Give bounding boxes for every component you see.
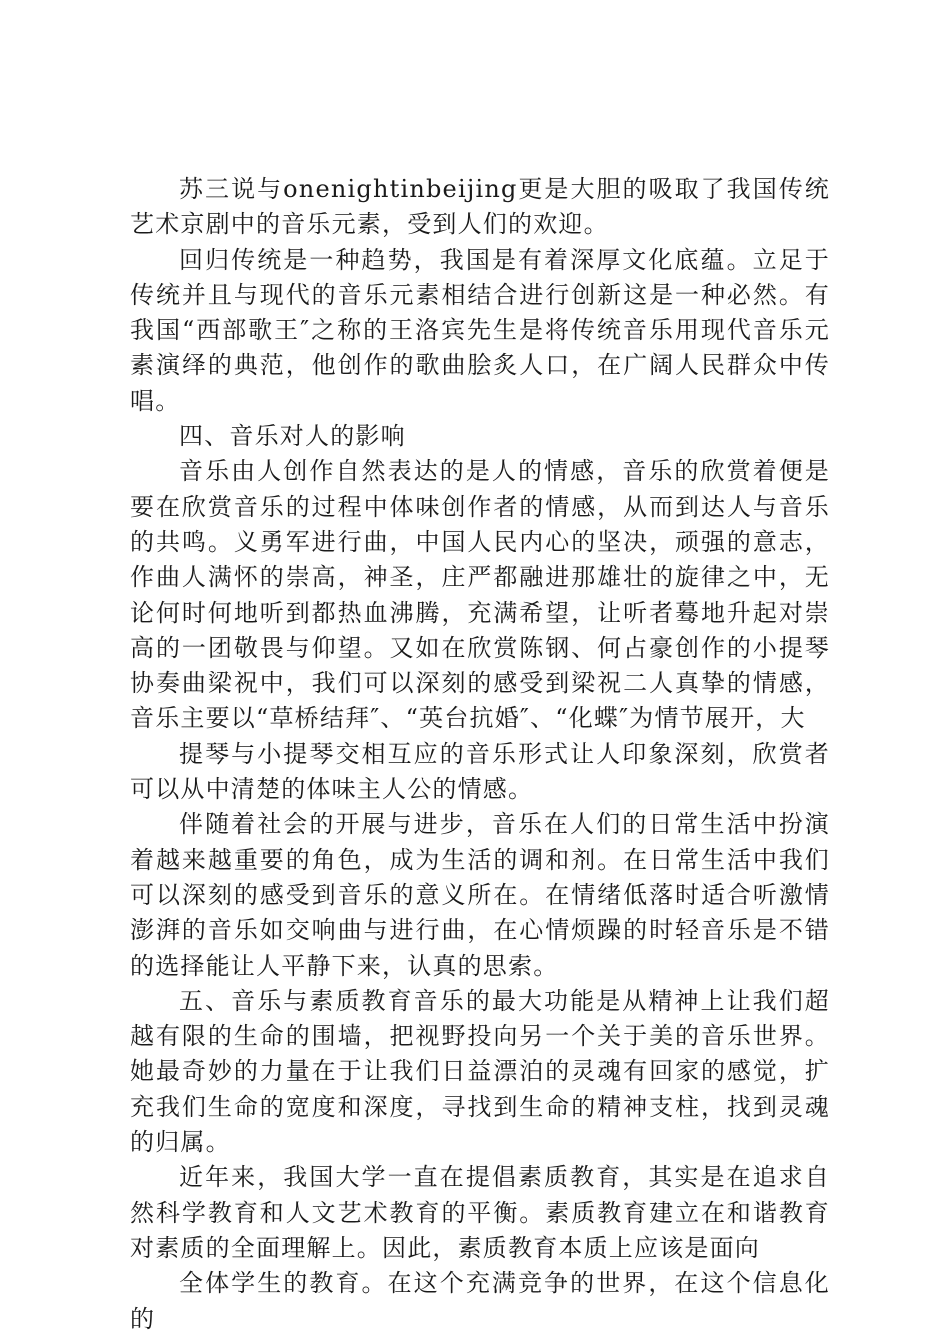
section-heading-4: 四、音乐对人的影响	[179, 422, 406, 451]
paragraph-8: 全体学生的教育。在这个充满竞争的世界，在这个信息化的	[130, 1269, 830, 1333]
document-body	[130, 172, 830, 1337]
paragraph-4: 提琴与小提琴交相互应的音乐形式让人印象深刻，欣赏者可以从中清楚的体味主人公的情感。	[130, 739, 830, 804]
paragraph-6: 五、音乐与素质教育音乐的最大功能是从精神上让我们超越有限的生命的围墙，把视野投向另一个关于美的音乐世界。她最奇妙的力量在于让我们日益漂泊的灵魂有回家的感觉，扩充我们生命的宽度和深度，寻找到生命的精神支柱，找到灵魂的归属。	[130, 986, 830, 1157]
paragraph-7: 近年来，我国大学一直在提倡素质教育，其实是在追求自然科学教育和人文艺术教育的平衡。素质教育建立在和谐教育对素质的全面理解上。因此，素质教育本质上应该是面向	[130, 1163, 830, 1262]
paragraph-2: 回归传统是一种趋势，我国是有着深厚文化底蕴。立足于传统并且与现代的音乐元素相结合进行创新这是一种必然。有我国“西部歌王″之称的王洛宾先生是将传统音乐用现代音乐元素演绎的典范，他创作的歌曲脍炙人口，在广阔人民群众中传唱。	[130, 245, 830, 415]
paragraph-1: 苏三说与onenightinbeijing更是大胆的吸取了我国传统艺术京剧中的音乐元素，受到人们的欢迎。	[130, 175, 830, 239]
paragraph-3: 音乐由人创作自然表达的是人的情感，音乐的欣赏着便是要在欣赏音乐的过程中体味创作者的情感，从而到达人与音乐的共鸣。义勇军进行曲，中国人民内心的坚决，顽强的意志，作曲人满怀的崇高，神圣，庄严都融进那雄壮的旋律之中，无论何时何地听到都热血沸腾，充满希望，让听者蓦地升起对崇高的一团敬畏与仰望。又如在欣赏陈钢、何占豪创作的小提琴协奏曲梁祝中，我们可以深刻的感受到梁祝二人真挚的情感，音乐主要以“草桥结拜″、“英台抗婚″、“化蝶″为情节展开，大	[130, 457, 830, 733]
paragraph-5: 伴随着社会的开展与进步，音乐在人们的日常生活中扮演着越来越重要的角色，成为生活的调和剂。在日常生活中我们可以深刻的感受到音乐的意义所在。在情绪低落时适合听激情澎湃的音乐如交响曲与进行曲，在心情烦躁的时轻音乐是不错的选择能让人平静下来，认真的思索。	[130, 810, 830, 980]
